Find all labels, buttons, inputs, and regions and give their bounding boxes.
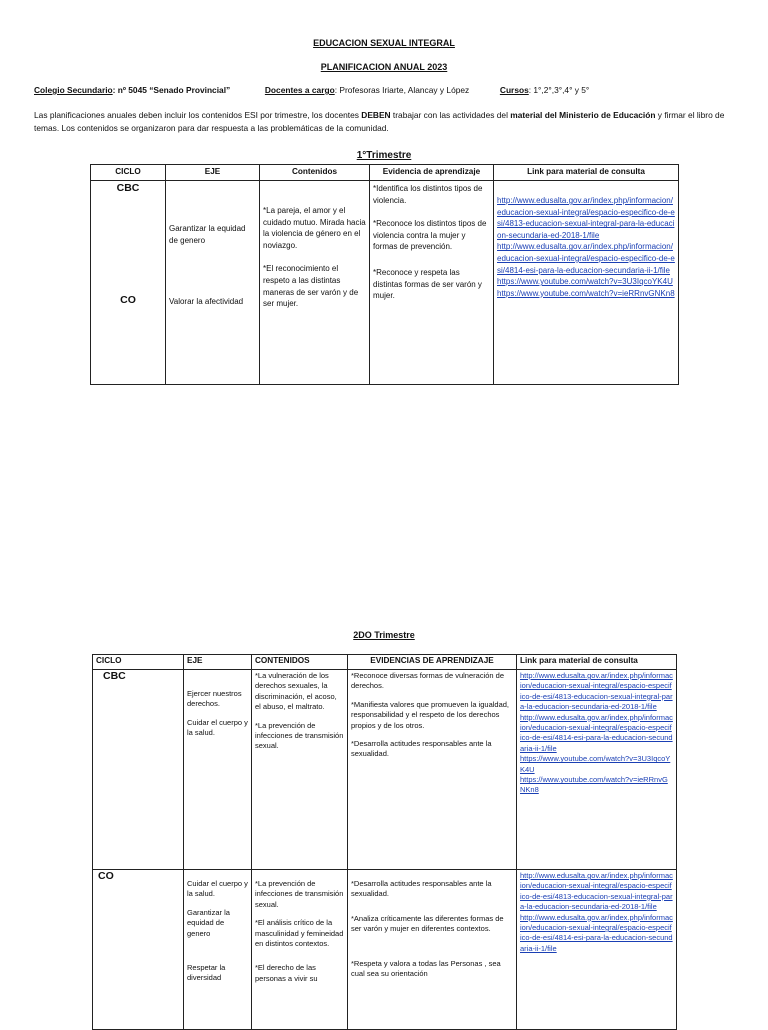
colegio-label: Colegio Secundario xyxy=(34,85,113,95)
intro-text-4: . Los contenidos se organizaron para dar respuesta a las problemáticas de la comunidad. xyxy=(56,123,389,133)
contenidos-text-2: *El análisis crítico de la masculinidad y femineidad en distintos contextos. xyxy=(255,918,344,949)
contenidos-cell xyxy=(260,181,370,385)
cursos-label: Cursos xyxy=(499,85,529,95)
evidencia-text-2: *Analiza críticamente las diferentes formas de ser varón y mujer en diferentes contextos. xyxy=(351,913,504,934)
link-cell xyxy=(517,870,677,1030)
contenidos-text-1: *La pareja, el amor y el cuidado mutuo. Mirada hacia la violencia de género en el noviazgo. xyxy=(263,206,366,250)
evidencia-text-2: *Reconoce los distintos tipos de violencia contra la mujer y formas de prevención. xyxy=(373,219,487,252)
eje-text-2: Valorar la afectividad xyxy=(169,297,244,307)
ciclo-co: CO xyxy=(120,293,136,306)
evidencia-text-3: *Reconoce y respeta las distintas formas de ser varón y mujer. xyxy=(373,267,482,301)
ciclo-cbc: CBC xyxy=(116,182,140,194)
colegio-value: : nº 5045 “Senado Provincial” xyxy=(112,85,231,95)
document-title: EDUCACION SEXUAL INTEGRAL xyxy=(313,38,455,48)
ciclo-cell: CBC xyxy=(93,670,184,870)
eje-text-2: Cuidar el cuerpo y la salud. xyxy=(187,717,248,738)
link-youtube-1[interactable]: https://www.youtube.com/watch?v=3U3IqcoYK4U xyxy=(520,754,671,774)
trimestre2-title: 2DO Trimestre xyxy=(353,630,415,640)
trimestre1-title: 1°Trimestre xyxy=(356,150,412,161)
ciclo-cell xyxy=(91,181,166,385)
contenidos-text-3: *El derecho de las personas a vivir su xyxy=(255,963,318,983)
eje-text-1: Cuidar el cuerpo y la salud. xyxy=(187,879,248,899)
contenidos-text-2: *El reconocimiento el respeto a las distintas maneras de ser varón y de ser mujer. xyxy=(263,264,359,309)
intro-text-3: y firmar el libro de temas xyxy=(34,110,725,133)
link-cell xyxy=(494,181,679,385)
evidencia-text-3: *Desarrolla actitudes responsables ante la sexualidad. xyxy=(351,739,492,759)
header-link: Link para material de consulta xyxy=(494,165,679,181)
cursos-value: : 1°,2°,3°,4° y 5° xyxy=(528,85,590,95)
trimestre1-table xyxy=(90,164,679,385)
link-edusalta-4813[interactable]: http://www.edusalta.gov.ar/index.php/informacion/educacion-sexual-integral/espacio-especifico-de-esi/4813-educacion-sexual-integral-para-la-educacion-secundaria-ed-2018-1/file xyxy=(497,196,675,240)
eje-cell xyxy=(166,181,260,385)
link-youtube-2[interactable]: https://www.youtube.com/watch?v=ieRRnvGNKn8 xyxy=(520,775,668,795)
link-youtube-1[interactable]: https://www.youtube.com/watch?v=3U3IqcoYK4U xyxy=(497,277,673,287)
eje-text-1: Ejercer nuestros derechos. xyxy=(187,689,242,709)
evidencia-cell xyxy=(370,181,494,385)
eje-cell xyxy=(184,870,252,1030)
intro-text-1: Las planificaciones anuales deben incluir los contenidos ESI por trimestre, los docentes xyxy=(34,110,362,120)
trimestre2-table xyxy=(92,654,677,1030)
evidencia-text-3: *Respeta y valora a todas las Personas , sea cual sea su orientación xyxy=(351,958,501,979)
contenidos-text-1: *La vulneración de los derechos sexuales, la discriminación, el acoso, el abuso, el maltrato. xyxy=(255,671,337,712)
docentes-value: : Profesoras Iriarte, Alancay y López xyxy=(334,85,470,95)
eje-text-3: Respetar la diversidad xyxy=(187,963,226,983)
school-info-line xyxy=(34,85,589,95)
evidencia-text-2: *Manifiesta valores que promueven la igualdad, responsabilidad y el respeto de los derechos propios y de los otros. xyxy=(351,699,510,730)
evidencia-text-1: *Reconoce diversas formas de vulneración de derechos. xyxy=(351,671,504,691)
link-edusalta-4814[interactable]: http://www.edusalta.gov.ar/index.php/informacion/educacion-sexual-integral/espacio-especifico-de-esi/4814-esi-para-la-educacion-secundaria-ii-1/file xyxy=(520,912,673,953)
docentes-label: Docentes a cargo xyxy=(264,85,335,95)
header-ciclo: CICLO xyxy=(91,165,166,181)
header-link: Link para material de consulta xyxy=(517,655,677,670)
table-row xyxy=(93,870,677,1030)
ciclo-cell: CO xyxy=(93,870,184,1030)
contenidos-cell xyxy=(252,670,348,870)
link-edusalta-4813[interactable]: http://www.edusalta.gov.ar/index.php/informacion/educacion-sexual-integral/espacio-especifico-de-esi/4813-educacion-sexual-integral-para-la-educacion-secundaria-ed-2018-1/file xyxy=(520,671,673,712)
intro-text-2: trabajar con las actividades del xyxy=(390,110,511,120)
evidencia-text-1: *Desarrolla actitudes responsables ante la sexualidad. xyxy=(351,879,492,899)
table-header-row xyxy=(93,655,677,670)
evidencia-cell xyxy=(348,670,517,870)
header-eje: EJE xyxy=(166,165,260,181)
header-contenidos: CONTENIDOS xyxy=(252,655,348,670)
link-edusalta-4813[interactable]: http://www.edusalta.gov.ar/index.php/informacion/educacion-sexual-integral/espacio-especifico-de-esi/4813-educacion-sexual-integral-para-la-educacion-secundaria-ed-2018-1/file xyxy=(520,871,673,912)
contenidos-text-2: *La prevención de infecciones de transmisión sexual. xyxy=(255,720,344,751)
table-row xyxy=(91,181,679,385)
eje-text-1: Garantizar la equidad de genero xyxy=(169,224,246,245)
intro-text-bold-2: material del Ministerio de Educación xyxy=(510,110,656,120)
link-youtube-2[interactable]: https://www.youtube.com/watch?v=ieRRnvGNKn8 xyxy=(497,288,675,298)
header-evidencia: Evidencia de aprendizaje xyxy=(370,165,494,181)
document-subtitle: PLANIFICACION ANUAL 2023 xyxy=(320,62,448,72)
table-row xyxy=(93,670,677,870)
contenidos-text-1: *La prevención de infecciones de transmisión sexual. xyxy=(255,879,344,909)
link-cell xyxy=(517,670,677,870)
header-evidencias: EVIDENCIAS DE APRENDIZAJE xyxy=(348,655,517,670)
header-eje: EJE xyxy=(184,655,252,670)
table-header-row xyxy=(91,165,679,181)
eje-cell xyxy=(184,670,252,870)
evidencia-text-1: *Identifica los distintos tipos de violencia. xyxy=(373,184,483,205)
link-edusalta-4814[interactable]: http://www.edusalta.gov.ar/index.php/informacion/educacion-sexual-integral/espacio-especifico-de-esi/4814-esi-para-la-educacion-secundaria-ii-1/file xyxy=(497,242,675,275)
contenidos-cell xyxy=(252,870,348,1030)
header-contenidos: Contenidos xyxy=(260,165,370,181)
intro-paragraph xyxy=(34,109,738,135)
intro-text-bold-1: DEBEN xyxy=(361,110,391,120)
eje-text-2: Garantizar la equidad de genero xyxy=(187,907,230,938)
header-ciclo: CICLO xyxy=(93,655,184,670)
evidencia-cell xyxy=(348,870,517,1030)
link-edusalta-4814[interactable]: http://www.edusalta.gov.ar/index.php/informacion/educacion-sexual-integral/espacio-especifico-de-esi/4814-esi-para-la-educacion-secundaria-ii-1/file xyxy=(520,712,673,753)
